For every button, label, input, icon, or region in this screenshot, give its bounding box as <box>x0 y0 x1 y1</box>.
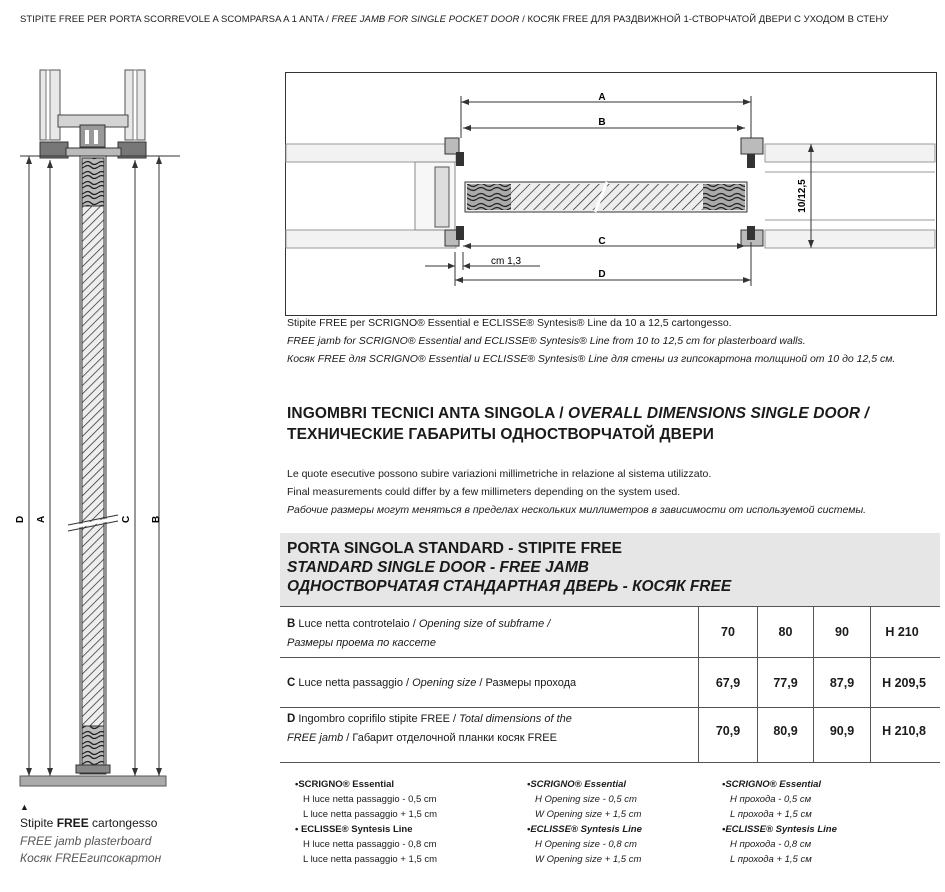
section-title-line1: INGOMBRI TECNICI ANTA SINGOLA / OVERALL DIMENSIONS SINGLE DOOR / <box>287 405 869 422</box>
note-en: Final measurements could differ by a few millimeters depending on the system used. <box>287 486 681 498</box>
plan-label-d: D <box>598 269 606 280</box>
table-rule <box>280 762 940 763</box>
footnote-it-line: H luce netta passaggio - 0,8 cm <box>303 839 437 850</box>
table-row-d-value: 70,9 <box>715 724 741 738</box>
table-row-b-label: B Luce netta controtelaio / Opening size of subframe / Размеры проема по кассете <box>287 618 551 649</box>
plan-label-c: C <box>598 236 606 247</box>
section-marker: ▲ <box>20 802 29 812</box>
footnote-it-line: L luce netta passaggio + 1,5 cm <box>303 854 438 865</box>
footnote-it-line: L luce netta passaggio + 1,5 cm <box>303 809 438 820</box>
section-label-a: A <box>36 515 47 523</box>
table-row-c-value: 77,9 <box>773 676 798 690</box>
section-title-line2: ТЕХНИЧЕСКИЕ ГАБАРИТЫ ОДНОСТВОРЧАТОЙ ДВЕРИ <box>287 426 714 443</box>
note-it: Le quote esecutive possono subire variazioni millimetriche in relazione al sistema utilizzato. <box>287 468 712 480</box>
header-it: STIPITE FREE PER PORTA SCORREVOLE A SCOMPARSA A 1 ANTA / <box>20 14 332 25</box>
caption-en: FREE jamb for SCRIGNO® Essential and ECLISSE® Syntesis® Line from 10 to 12,5 cm for plasterboard walls. <box>287 335 806 347</box>
table-row-c-value: 67,9 <box>715 676 741 690</box>
footnote-en-heading-1: •SCRIGNO® Essential <box>527 779 627 790</box>
jamb-plan-drawing <box>285 72 937 316</box>
table-row-b-value: 90 <box>835 625 849 639</box>
plan-label-wall: 10/12,5 <box>797 179 808 213</box>
left-caption-ru: Косяк FREEгипсокартон <box>20 851 162 865</box>
table-row-b-value: 80 <box>778 625 793 639</box>
table-row-c-value: H 209,5 <box>882 676 926 690</box>
footnote-ru-line: H прохода - 0,5 см <box>730 794 812 805</box>
header-en: FREE JAMB FOR SINGLE POCKET DOOR <box>331 14 520 25</box>
footnote-en-line: W Opening size + 1,5 cm <box>535 809 642 820</box>
table-row-c-label: C Luce netta passaggio / Opening size / Размеры прохода <box>287 677 577 689</box>
footnote-it-heading-2: • ECLISSE® Syntesis Line <box>295 824 413 835</box>
table-row-d-label: D Ingombro coprifilo stipite FREE / Total dimensions of the FREE jamb / Габарит отделочной планки косяк FREE <box>287 713 572 744</box>
table-row-c-value: 87,9 <box>829 676 855 690</box>
caption-it: Stipite FREE per SCRIGNO® Essential e ECLISSE® Syntesis® Line da 10 a 12,5 cartongesso. <box>287 317 732 329</box>
section-label-c: C <box>121 515 132 523</box>
footnote-en-line: H Opening size - 0,5 cm <box>535 794 637 805</box>
footnote-it-line: H luce netta passaggio - 0,5 cm <box>303 794 437 805</box>
footnote-ru-line: H прохода - 0,8 см <box>730 839 812 850</box>
footnote-ru-line: L прохода + 1,5 см <box>730 854 812 865</box>
plan-label-cm: cm 1,3 <box>491 256 522 267</box>
footnote-ru-heading-2: •ECLISSE® Syntesis Line <box>722 824 837 835</box>
plan-label-b: B <box>598 117 606 128</box>
section-label-d: D <box>15 515 26 523</box>
header-ru: / КОСЯК FREE ДЛЯ РАЗДВИЖНОЙ 1-СТВОРЧАТОЙ ДВЕРИ С УХОДОМ В СТЕНУ <box>519 14 889 25</box>
table-rule <box>280 657 940 658</box>
table-row-b-value: H 210 <box>885 625 919 639</box>
table-row-d-value: 80,9 <box>773 724 798 738</box>
table-row-b-value: 70 <box>721 625 735 639</box>
caption-ru: Косяк FREE для SCRIGNO® Essential и ECLISSE® Syntesis® Line для стены из гипсокартона толщиной от 10 до 12,5 см. <box>287 353 896 365</box>
left-caption-en: FREE jamb plasterboard <box>20 834 152 848</box>
note-ru: Рабочие размеры могут меняться в пределах нескольких миллиметров в зависимости от используемой системы. <box>287 504 867 516</box>
plan-label-a: A <box>598 92 606 103</box>
footnote-en-line: H Opening size - 0,8 cm <box>535 839 637 850</box>
jamb-section-drawing <box>0 60 200 805</box>
page-header <box>20 14 888 25</box>
footnote-ru-line: L прохода + 1,5 см <box>730 809 812 820</box>
table-title-it: PORTA SINGOLA STANDARD - STIPITE FREE <box>287 540 622 557</box>
footnote-it-heading-1: •SCRIGNO® Essential <box>295 779 395 790</box>
footnote-ru-heading-1: •SCRIGNO® Essential <box>722 779 822 790</box>
table-rule <box>280 606 940 607</box>
section-label-b: B <box>151 515 162 523</box>
table-row-d-value: H 210,8 <box>882 724 926 738</box>
footnote-en-heading-2: •ECLISSE® Syntesis Line <box>527 824 642 835</box>
left-caption-it: Stipite FREE cartongesso <box>20 816 158 830</box>
table-row-d-value: 90,9 <box>829 724 855 738</box>
table-title-ru: ОДНОСТВОРЧАТАЯ СТАНДАРТНАЯ ДВЕРЬ - КОСЯК FREE <box>287 578 732 595</box>
table-rule <box>280 707 940 708</box>
table-title-en: STANDARD SINGLE DOOR - FREE JAMB <box>287 559 589 576</box>
footnote-en-line: W Opening size + 1,5 cm <box>535 854 642 865</box>
